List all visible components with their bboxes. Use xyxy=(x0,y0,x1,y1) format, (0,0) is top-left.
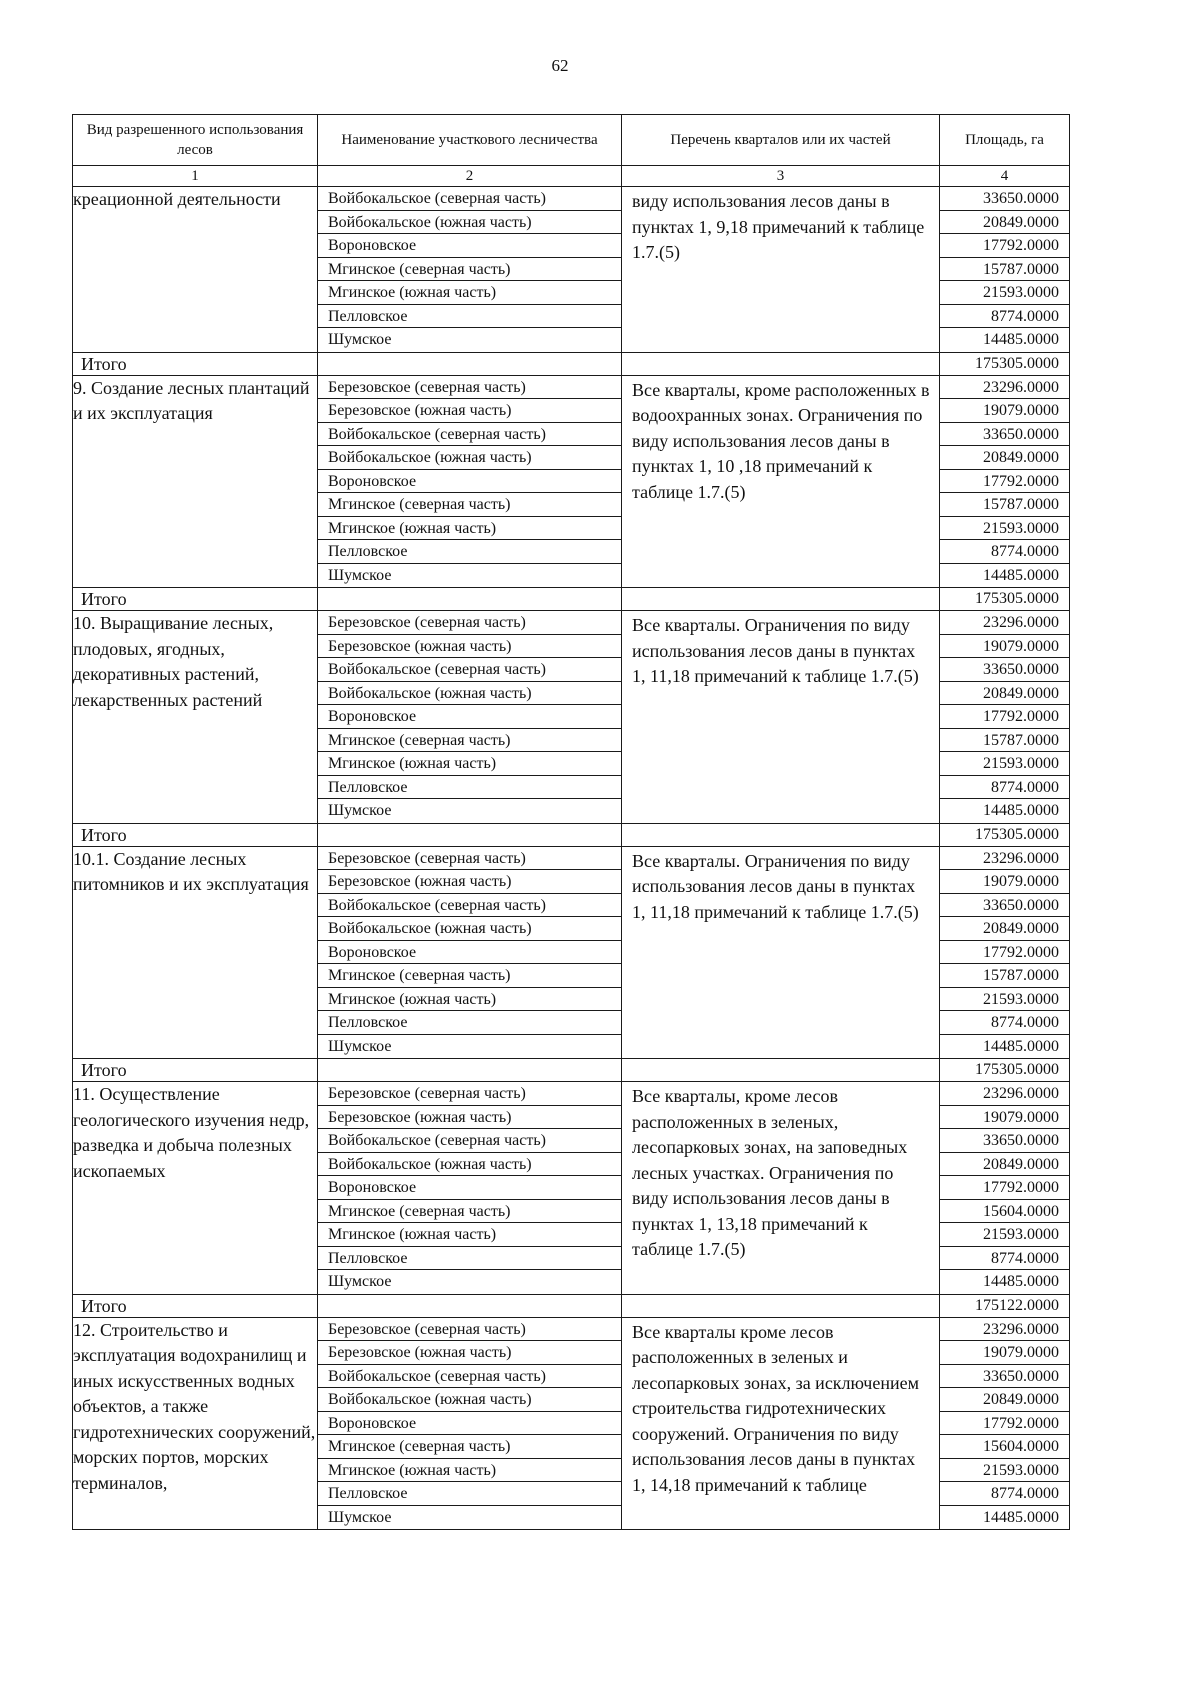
forestry-name: Мгинское (южная часть) xyxy=(318,517,621,541)
forestry-name: Войбокальское (южная часть) xyxy=(318,1388,621,1412)
total-row xyxy=(73,1059,1070,1082)
area-value: 17792.0000 xyxy=(940,470,1069,494)
forestry-name: Войбокальское (южная часть) xyxy=(318,682,621,706)
quarters-cell: Все кварталы. Ограничения по виду использования лесов даны в пунктах 1, 11,18 примечаний к таблице 1.7.(5) xyxy=(622,611,940,824)
use-type-cell: 11. Осуществление геологического изучения недр, разведка и добыча полезных ископаемых xyxy=(73,1082,318,1295)
area-value: 15787.0000 xyxy=(940,964,1069,988)
area-value: 23296.0000 xyxy=(940,611,1069,635)
header-use-type: Вид разрешенного использования лесов xyxy=(73,115,318,166)
forestry-name: Шумское xyxy=(328,566,392,584)
total-area: 175122.0000 xyxy=(940,1294,1070,1317)
table-header-row xyxy=(73,115,1070,166)
forestry-name: Шумское xyxy=(328,1508,392,1526)
forestry-name: Мгинское (южная часть) xyxy=(318,1223,621,1247)
forestry-name: Мгинское (северная часть) xyxy=(318,964,621,988)
empty-cell xyxy=(622,823,940,846)
area-value: 14485.0000 xyxy=(983,1508,1059,1526)
area-value: 15604.0000 xyxy=(940,1435,1069,1459)
forestry-name: Мгинское (северная часть) xyxy=(318,729,621,753)
table-row xyxy=(73,187,1070,353)
area-value: 20849.0000 xyxy=(940,682,1069,706)
area-value: 15787.0000 xyxy=(940,729,1069,753)
area-value: 15787.0000 xyxy=(940,493,1069,517)
column-number-row xyxy=(73,166,1070,187)
area-value: 17792.0000 xyxy=(940,1412,1069,1436)
total-label: Итого xyxy=(73,823,318,846)
use-type-cell: 10. Выращивание лесных, плодовых, ягодных, декоративных растений, лекарственных растений xyxy=(73,611,318,824)
quarters-cell: Все кварталы. Ограничения по виду использования лесов даны в пунктах 1, 11,18 примечаний к таблице 1.7.(5) xyxy=(622,846,940,1059)
forestry-name: Вороновское xyxy=(318,1412,621,1436)
forestry-name: Войбокальское (южная часть) xyxy=(318,1153,621,1177)
quarters-cell: Все кварталы, кроме расположенных в водоохранных зонах. Ограничения по виду использования лесов даны в пунктах 1, 10 ,18 примечаний к таблице 1.7.(5) xyxy=(622,375,940,588)
area-value: 15604.0000 xyxy=(940,1200,1069,1224)
total-area: 175305.0000 xyxy=(940,352,1070,375)
area-value: 19079.0000 xyxy=(940,1341,1069,1365)
table-row xyxy=(73,1317,1070,1530)
area-value: 17792.0000 xyxy=(940,941,1069,965)
area-list-cell xyxy=(940,1082,1070,1295)
forestry-name: Березовское (южная часть) xyxy=(318,399,621,423)
empty-cell xyxy=(622,352,940,375)
area-value: 19079.0000 xyxy=(940,635,1069,659)
empty-cell xyxy=(318,823,622,846)
empty-cell xyxy=(622,588,940,611)
area-value: 8774.0000 xyxy=(940,1247,1069,1271)
area-value: 33650.0000 xyxy=(940,423,1069,447)
forestry-name: Войбокальское (северная часть) xyxy=(318,894,621,918)
area-value: 20849.0000 xyxy=(940,446,1069,470)
area-value: 33650.0000 xyxy=(940,1129,1069,1153)
header-area: Площадь, га xyxy=(940,115,1070,166)
total-area: 175305.0000 xyxy=(940,823,1070,846)
use-type-cell: 10.1. Создание лесных питомников и их эксплуатация xyxy=(73,846,318,1059)
total-area: 175305.0000 xyxy=(940,1059,1070,1082)
forestry-list-cell xyxy=(318,1317,622,1530)
forestry-name: Березовское (северная часть) xyxy=(318,1318,621,1342)
total-row xyxy=(73,1294,1070,1317)
area-list-cell xyxy=(940,846,1070,1059)
forestry-name: Шумское xyxy=(328,1037,392,1055)
area-value: 8774.0000 xyxy=(940,776,1069,800)
total-row xyxy=(73,823,1070,846)
area-value: 17792.0000 xyxy=(940,234,1069,258)
forestry-name: Вороновское xyxy=(318,234,621,258)
area-value: 20849.0000 xyxy=(940,1153,1069,1177)
forestry-name: Шумское xyxy=(328,331,392,348)
area-value: 20849.0000 xyxy=(940,211,1069,235)
forestry-name: Березовское (южная часть) xyxy=(318,1106,621,1130)
forestry-name: Вороновское xyxy=(318,705,621,729)
forestry-name: Пелловское xyxy=(318,540,621,564)
forestry-name: Березовское (северная часть) xyxy=(318,847,621,871)
empty-cell xyxy=(622,1059,940,1082)
area-value: 19079.0000 xyxy=(940,1106,1069,1130)
forestry-name: Мгинское (северная часть) xyxy=(318,258,621,282)
area-value: 8774.0000 xyxy=(940,305,1069,329)
area-value: 8774.0000 xyxy=(940,1011,1069,1035)
forestry-name: Березовское (северная часть) xyxy=(318,1082,621,1106)
empty-cell xyxy=(622,1294,940,1317)
use-type-cell: 9. Создание лесных плантаций и их эксплуатация xyxy=(73,375,318,588)
header-quarters-list: Перечень кварталов или их частей xyxy=(622,115,940,166)
forestry-name: Войбокальское (северная часть) xyxy=(318,1129,621,1153)
total-area: 175305.0000 xyxy=(940,588,1070,611)
empty-cell xyxy=(318,1059,622,1082)
use-type-cell: 12. Строительство и эксплуатация водохранилищ и иных искусственных водных объектов, а также гидротехнических сооружений, морских портов, морских терминалов, xyxy=(73,1317,318,1530)
forestry-list-cell xyxy=(318,187,622,353)
forestry-name: Мгинское (южная часть) xyxy=(318,752,621,776)
forestry-name: Пелловское xyxy=(318,1482,621,1506)
area-value: 8774.0000 xyxy=(940,540,1069,564)
area-value: 23296.0000 xyxy=(940,376,1069,400)
area-value: 21593.0000 xyxy=(940,988,1069,1012)
area-list-cell xyxy=(940,611,1070,824)
forestry-name: Вороновское xyxy=(318,941,621,965)
total-label: Итого xyxy=(73,588,318,611)
table-row xyxy=(73,611,1070,824)
forestry-list-cell xyxy=(318,375,622,588)
forestry-name: Березовское (южная часть) xyxy=(318,635,621,659)
area-value: 14485.0000 xyxy=(983,331,1059,348)
total-row xyxy=(73,588,1070,611)
forestry-name: Березовское (северная часть) xyxy=(318,376,621,400)
area-value: 33650.0000 xyxy=(940,187,1069,211)
area-value: 20849.0000 xyxy=(940,1388,1069,1412)
area-value: 21593.0000 xyxy=(940,517,1069,541)
forestry-name: Березовское (северная часть) xyxy=(318,611,621,635)
empty-cell xyxy=(318,588,622,611)
area-value: 14485.0000 xyxy=(983,566,1059,584)
forestry-name: Мгинское (северная часть) xyxy=(318,1200,621,1224)
area-value: 14485.0000 xyxy=(983,1037,1059,1055)
forestry-list-cell xyxy=(318,611,622,824)
area-value: 21593.0000 xyxy=(940,1223,1069,1247)
table-row xyxy=(73,375,1070,588)
quarters-cell: виду использования лесов даны в пунктах 1, 9,18 примечаний к таблице 1.7.(5) xyxy=(622,187,940,353)
area-value: 17792.0000 xyxy=(940,1176,1069,1200)
area-value: 14485.0000 xyxy=(983,1273,1059,1290)
quarters-cell: Все кварталы кроме лесов расположенных в зеленых и лесопарковых зонах, за исключением строительства гидротехнических сооружений. Ограничения по виду использования лесов даны в пунктах 1, 14,18 примечаний к таблице xyxy=(622,1317,940,1530)
area-value: 23296.0000 xyxy=(940,1318,1069,1342)
forestry-name: Мгинское (южная часть) xyxy=(318,988,621,1012)
forestry-name: Войбокальское (северная часть) xyxy=(318,1365,621,1389)
area-value: 33650.0000 xyxy=(940,894,1069,918)
area-value: 14485.0000 xyxy=(983,802,1059,819)
forestry-name: Березовское (южная часть) xyxy=(318,1341,621,1365)
forestry-name: Войбокальское (северная часть) xyxy=(318,658,621,682)
forestry-list-cell xyxy=(318,1082,622,1295)
page-number: 62 xyxy=(551,56,569,75)
forestry-name: Пелловское xyxy=(318,1247,621,1271)
forest-use-table xyxy=(72,114,1070,1530)
column-number: 1 xyxy=(73,166,318,187)
table-row xyxy=(73,1082,1070,1295)
forestry-name: Пелловское xyxy=(318,776,621,800)
forestry-name: Шумское xyxy=(328,802,392,819)
area-value: 21593.0000 xyxy=(940,1459,1069,1483)
forestry-name: Вороновское xyxy=(318,470,621,494)
area-value: 33650.0000 xyxy=(940,1365,1069,1389)
area-value: 23296.0000 xyxy=(940,847,1069,871)
area-list-cell xyxy=(940,187,1070,353)
forestry-name: Войбокальское (южная часть) xyxy=(318,446,621,470)
use-type-cell: креационной деятельности xyxy=(73,187,318,353)
column-number: 3 xyxy=(622,166,940,187)
forestry-name: Войбокальское (южная часть) xyxy=(318,211,621,235)
forestry-name: Войбокальское (северная часть) xyxy=(318,423,621,447)
forestry-name: Пелловское xyxy=(318,1011,621,1035)
forestry-name: Мгинское (южная часть) xyxy=(318,1459,621,1483)
column-number: 2 xyxy=(318,166,622,187)
area-value: 21593.0000 xyxy=(940,281,1069,305)
area-value: 15787.0000 xyxy=(940,258,1069,282)
forestry-name: Войбокальское (южная часть) xyxy=(318,917,621,941)
area-value: 33650.0000 xyxy=(940,658,1069,682)
area-value: 19079.0000 xyxy=(940,870,1069,894)
total-label: Итого xyxy=(73,1294,318,1317)
forestry-list-cell xyxy=(318,846,622,1059)
forestry-name: Мгинское (северная часть) xyxy=(318,1435,621,1459)
forestry-name: Мгинское (южная часть) xyxy=(318,281,621,305)
quarters-cell: Все кварталы, кроме лесов расположенных в зеленых, лесопарковых зонах, на заповедных лесных участках. Ограничения по виду использования лесов даны в пунктах 1, 13,18 примечаний к таблице 1.7.(5) xyxy=(622,1082,940,1295)
forestry-name: Пелловское xyxy=(318,305,621,329)
area-value: 23296.0000 xyxy=(940,1082,1069,1106)
forestry-name: Шумское xyxy=(328,1273,392,1290)
table-row xyxy=(73,846,1070,1059)
forestry-name: Войбокальское (северная часть) xyxy=(318,187,621,211)
area-list-cell xyxy=(940,1317,1070,1530)
forestry-name: Вороновское xyxy=(318,1176,621,1200)
column-number: 4 xyxy=(940,166,1070,187)
total-row xyxy=(73,352,1070,375)
area-list-cell xyxy=(940,375,1070,588)
area-value: 21593.0000 xyxy=(940,752,1069,776)
forestry-name: Мгинское (северная часть) xyxy=(318,493,621,517)
header-forestry-name: Наименование участкового лесничества xyxy=(318,115,622,166)
forestry-name: Березовское (южная часть) xyxy=(318,870,621,894)
empty-cell xyxy=(318,1294,622,1317)
table-body xyxy=(73,187,1070,1530)
total-label: Итого xyxy=(73,352,318,375)
total-label: Итого xyxy=(73,1059,318,1082)
area-value: 20849.0000 xyxy=(940,917,1069,941)
area-value: 19079.0000 xyxy=(940,399,1069,423)
area-value: 8774.0000 xyxy=(940,1482,1069,1506)
empty-cell xyxy=(318,352,622,375)
area-value: 17792.0000 xyxy=(940,705,1069,729)
